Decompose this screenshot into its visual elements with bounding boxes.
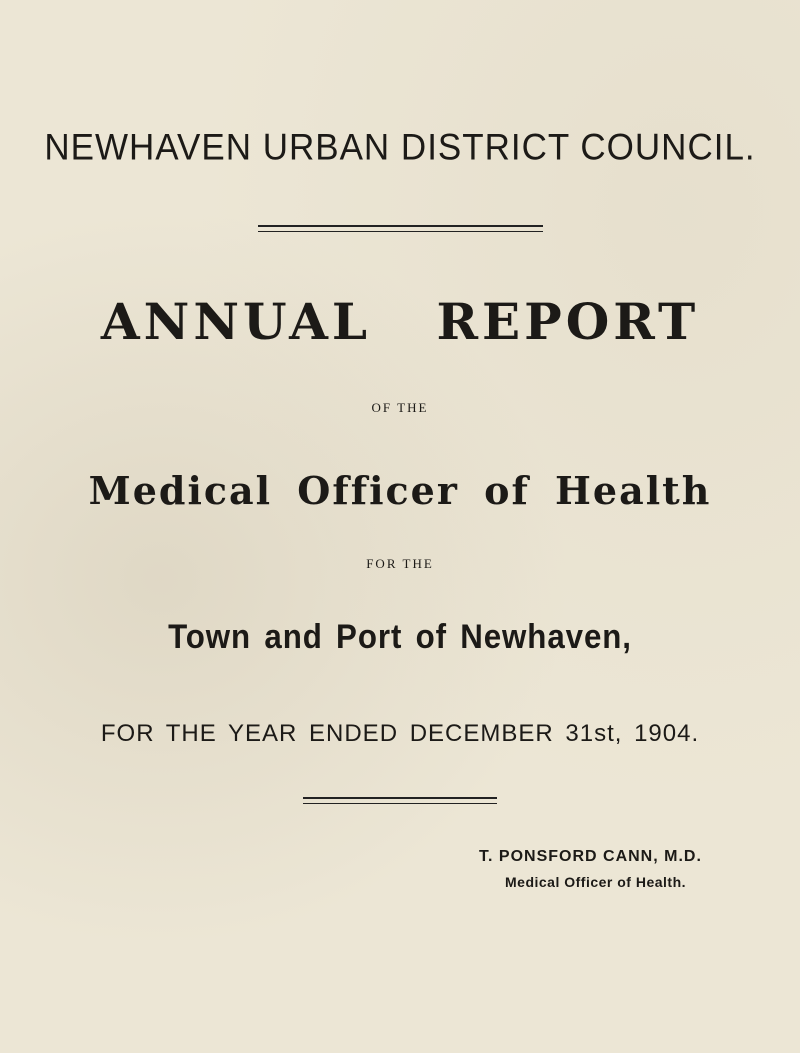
bottom-divider-lower bbox=[303, 803, 497, 804]
top-divider-lower bbox=[258, 231, 543, 232]
officer-title: Medical Officer of Health bbox=[88, 468, 712, 513]
of-the-label: OF THE bbox=[371, 400, 429, 415]
council-heading: NEWHAVEN URBAN DISTRICT COUNCIL. bbox=[44, 127, 756, 168]
top-divider-upper bbox=[258, 225, 543, 227]
bottom-divider-upper bbox=[303, 797, 497, 799]
year-line: FOR THE YEAR ENDED DECEMBER 31st, 1904. bbox=[100, 720, 700, 747]
signatory-name: T. PONSFORD CANN, M.D. bbox=[479, 848, 702, 865]
report-title: ANNUAL REPORT bbox=[100, 292, 700, 351]
signatory-title: Medical Officer of Health. bbox=[505, 874, 687, 890]
for-the-label: FOR THE bbox=[366, 556, 434, 571]
town-title: Town and Port of Newhaven, bbox=[168, 618, 632, 656]
